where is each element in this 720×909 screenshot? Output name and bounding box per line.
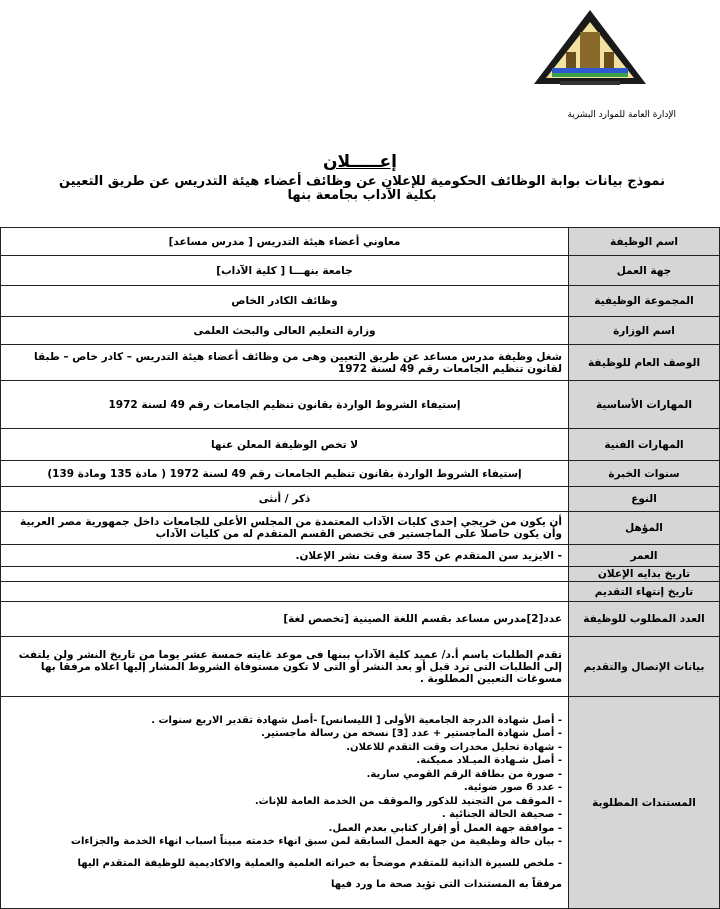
table-row: [1, 512, 720, 545]
row-value: عدد[2]مدرس مساعد بقسم اللغة الصينية [تخصص لغة]: [1, 602, 569, 637]
table-row: [1, 317, 720, 345]
row-label: المؤهل: [569, 512, 720, 545]
announcement-subtitle: [20, 175, 704, 203]
list-item: - صورة من بطاقة الرقم القومي سارية.: [366, 768, 562, 780]
subtitle-line-2: بكلية الآداب بجامعة بنها: [287, 188, 437, 203]
table-row: [1, 429, 720, 461]
row-value: [1, 567, 569, 582]
row-value: - الايزيد سن المتقدم عن 35 سنة وقت نشر الإعلان.: [1, 545, 569, 567]
table-row: [1, 637, 720, 697]
subtitle-line-1: نموذج بيانات بوابة الوظائف الحكومية للإعلان عن وظائف أعضاء هيئة التدريس عن طريق التعيين: [58, 174, 666, 189]
table-row: [1, 256, 720, 286]
table-row: [1, 381, 720, 429]
row-label: العدد المطلوب للوظيفة: [569, 602, 720, 637]
row-value: أن يكون من خريجي إحدى كليات الآداب المعتمدة من المجلس الأعلى للجامعات داخل جمهورية مصر العربية وأن يكون حاصلا على الماجستير فى تخصص القسم المتقدم له من كليات الآداب: [1, 512, 569, 545]
documents-cell: [1, 697, 569, 909]
row-label: النوع: [569, 487, 720, 512]
list-item: - أصل شهادة الماجستير + عدد [3] نسخه من رسالة ماجستير.: [261, 728, 562, 739]
list-item: - بيان حالة وظيفية من جهة العمل السابقة لمن سبق انهاء خدمته مبيناً اسباب انهاء الخدمة والجزاءات: [70, 836, 562, 847]
row-value: معاوني أعضاء هيئة التدريس [ مدرس مساعد]: [1, 228, 569, 256]
list-item: - الموقف من التجنيد للذكور والموقف من الخدمة العامة للإناث.: [254, 795, 562, 807]
documents-list: [7, 714, 562, 892]
row-label: سنوات الخبرة: [569, 461, 720, 487]
table-row: [1, 345, 720, 381]
table-row: [1, 697, 720, 909]
row-label: المجموعة الوظيفية: [569, 286, 720, 317]
row-value: ذكر / أنثى: [1, 487, 569, 512]
row-label: تاريخ إنتهاء التقديم: [569, 582, 720, 602]
row-value: [1, 582, 569, 602]
row-label: المستندات المطلوبة: [569, 697, 720, 909]
row-value: وظائف الكادر الخاص: [1, 286, 569, 317]
row-label: المهارات الفنية: [569, 429, 720, 461]
table-row: [1, 461, 720, 487]
department-name: الإدارة العامة للموارد البشرية: [567, 110, 676, 120]
row-label: جهة العمل: [569, 256, 720, 286]
list-item: - أصل شهادة الدرجة الجامعية الأولى [ الليسانس] -أصل شهادة تقدير الاربع سنوات .: [151, 714, 562, 726]
job-data-table: [0, 227, 720, 909]
row-value: شغل وظيفة مدرس مساعد عن طريق التعيين وهى من وظائف أعضاء هيئة التدريس – كادر خاص – طبقا لقانون تنظيم الجامعات رقم 49 لسنة 1972: [1, 345, 569, 381]
row-value: جامعة بنهـــا [ كلية الآداب]: [1, 256, 569, 286]
row-label: تاريخ بدايه الإعلان: [569, 567, 720, 582]
table-row: [1, 286, 720, 317]
table-row: [1, 602, 720, 637]
row-label: اسم الوزارة: [569, 317, 720, 345]
list-item: - أصل شـهادة الميـلاد مميكنة.: [416, 755, 562, 766]
list-item: - شهادة تحليل مخدرات وقت التقدم للاعلان.: [346, 741, 562, 753]
row-label: العمر: [569, 545, 720, 567]
row-label: الوصف العام للوظيفة: [569, 345, 720, 381]
list-item: - موافقة جهة العمل أو إقرار كتابي بعدم العمل.: [328, 822, 562, 834]
table-row: [1, 228, 720, 256]
table-row: [1, 487, 720, 512]
list-item: مرفقاً به المستندات التى تؤيد صحة ما ورد فيها: [331, 879, 562, 890]
row-label: المهارات الأساسية: [569, 381, 720, 429]
table-row: [1, 582, 720, 602]
table-row: [1, 567, 720, 582]
row-value: تقدم الطلبات باسم أ.د/ عميد كلية الآداب ببنها فى موعد غايته خمسة عشر يوما من تاريخ النشر ولن يلتفت إلى الطلبات التى ترد قبل أو بعد النشر أو التى لا تكون مستوفاة الشروط المشار إليها اعلاه مرفقا بها مسوغات التعيين المطلوبة .: [1, 637, 569, 697]
university-logo: [530, 6, 650, 88]
list-item: - صحيفة الحالة الجنائية .: [441, 809, 562, 820]
row-value: إستيفاء الشروط الواردة بقانون تنظيم الجامعات رقم 49 لسنة 1972: [1, 381, 569, 429]
announcement-title: إعـــــلان: [323, 152, 397, 172]
table-row: [1, 545, 720, 567]
list-item: - ملخص للسيرة الذاتية للمتقدم موضحاً به خبراته العلمية والعملية والاكاديمية للوظيفة المتقدم اليها: [77, 857, 562, 869]
row-value: وزارة التعليم العالى والبحث العلمى: [1, 317, 569, 345]
list-item: - عدد 6 صور ضوئية.: [463, 782, 562, 793]
row-value: لا تخص الوظيفة المعلن عنها: [1, 429, 569, 461]
row-value: إستيفاء الشروط الواردة بقانون تنظيم الجامعات رقم 49 لسنة 1972 ( مادة 135 ومادة 139): [1, 461, 569, 487]
row-label: اسم الوظيفة: [569, 228, 720, 256]
row-label: بيانات الإتصال والتقديم: [569, 637, 720, 697]
